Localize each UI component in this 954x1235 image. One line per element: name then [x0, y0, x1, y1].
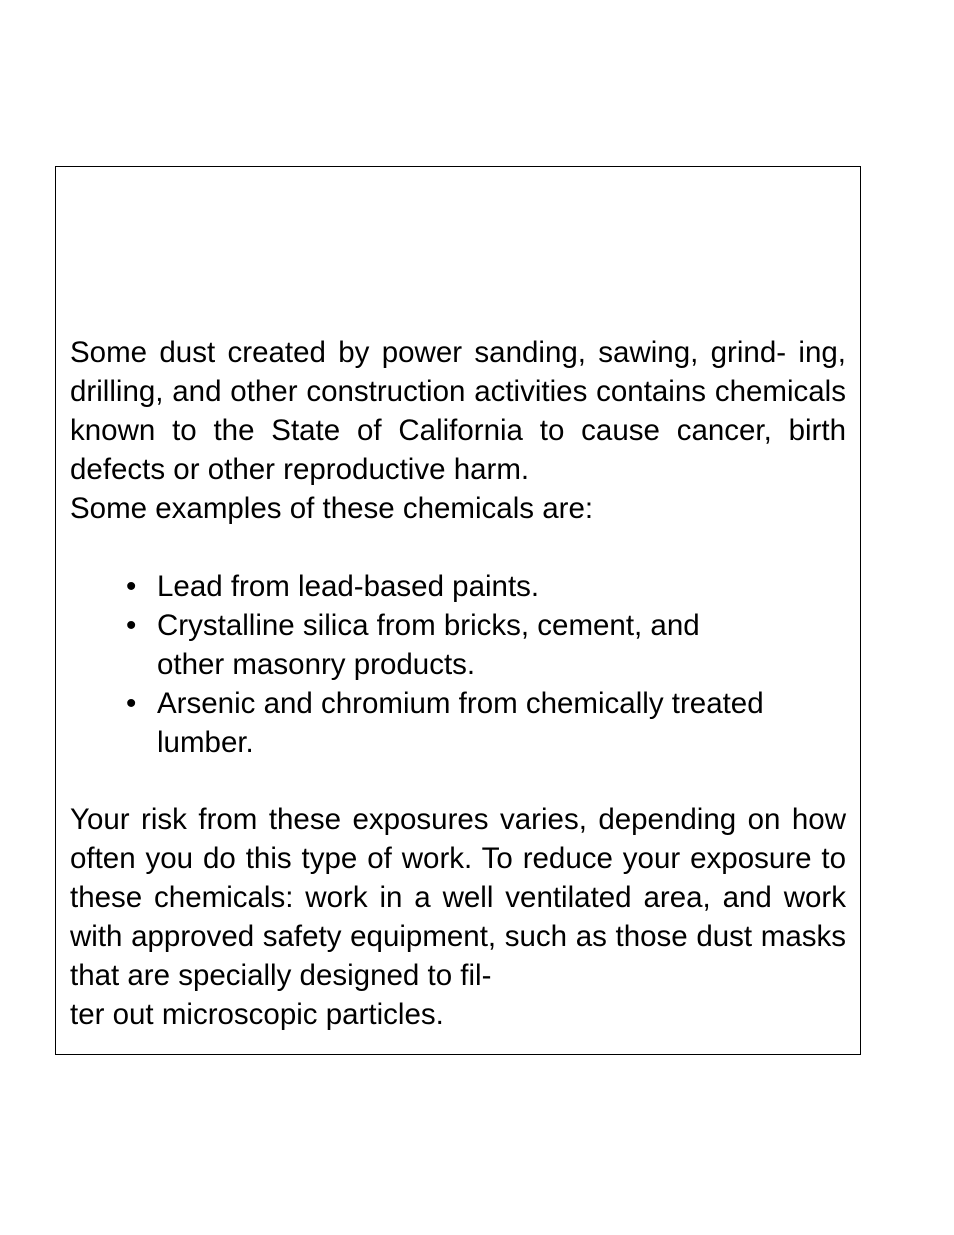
list-item-text-continued: lumber. [157, 726, 254, 759]
intro-paragraph [70, 333, 846, 528]
list-item [126, 684, 836, 762]
risk-line: area, and work with approved safety equipment, such [70, 881, 846, 953]
risk-paragraph [70, 800, 846, 1034]
list-item [126, 606, 836, 684]
intro-line: cancer, birth defects or other reproductive harm. [70, 414, 846, 486]
intro-line-last: Some examples of these chemicals are: [70, 492, 594, 525]
risk-line: exposure to these chemicals: work in a well ventilated [70, 842, 846, 914]
warning-box [55, 166, 861, 1055]
list-item-text: Arsenic and chromium from chemically treated [157, 687, 764, 720]
risk-line: as those dust masks that are specially designed to fil- [70, 920, 846, 992]
risk-line: Your risk from these exposures varies, depending on [70, 803, 781, 836]
bullet-icon: • [126, 609, 137, 642]
risk-line-last: ter out microscopic particles. [70, 998, 444, 1031]
intro-line: Some dust created by power sanding, sawing, grind- [70, 336, 787, 369]
chemical-examples-list [126, 567, 836, 762]
intro-line: ing, drilling, and other construction activities contains [70, 336, 846, 408]
list-item-text: Lead from lead-based paints. [157, 570, 540, 603]
list-item-text-continued: other masonry products. [157, 648, 476, 681]
bullet-icon: • [126, 687, 137, 720]
list-item [126, 567, 836, 606]
intro-line: chemicals known to the State of California to cause [70, 375, 846, 447]
bullet-icon: • [126, 570, 137, 603]
list-item-text: Crystalline silica from bricks, cement, and [157, 609, 700, 642]
risk-line: how often you do this type of work. To reduce your [70, 803, 846, 875]
